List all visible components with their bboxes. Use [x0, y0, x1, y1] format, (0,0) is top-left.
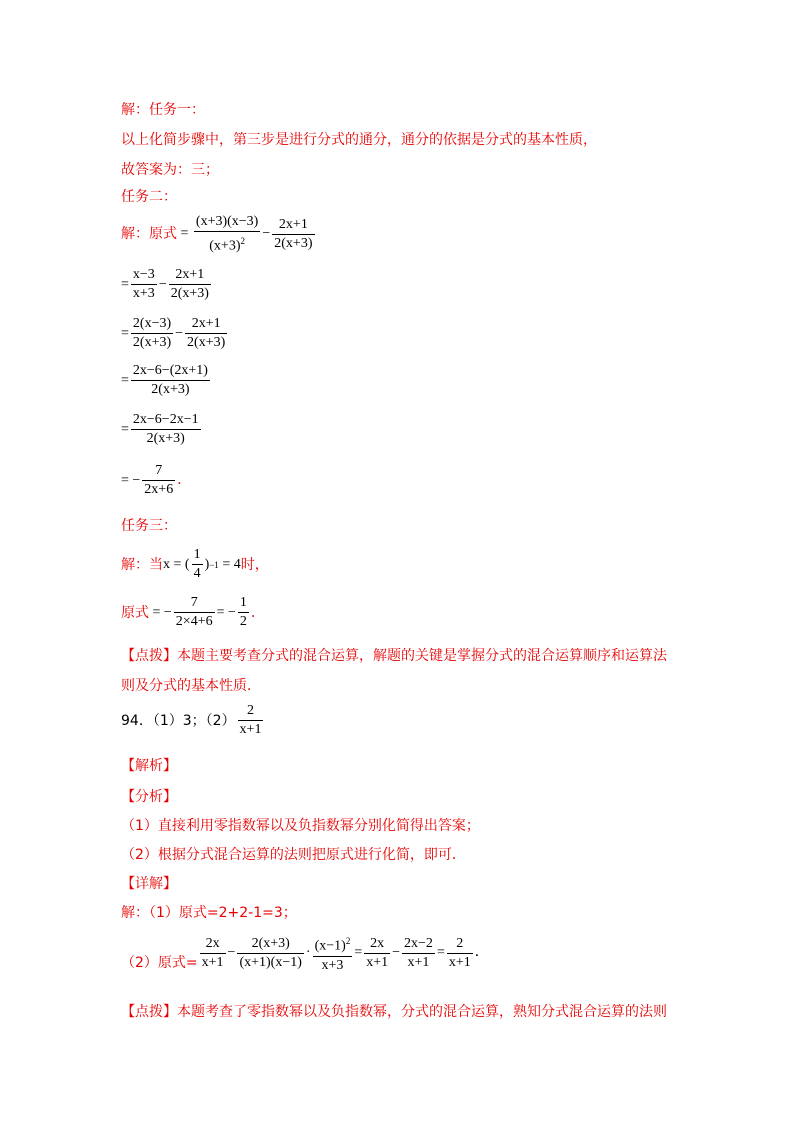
denominator: x+3 — [132, 286, 155, 301]
fraction — [402, 935, 435, 972]
fraction — [131, 315, 173, 352]
numerator: 2x+1 — [272, 216, 314, 235]
task2-heading: 任务二： — [121, 189, 177, 205]
fraction — [272, 216, 314, 253]
fraction — [174, 594, 215, 631]
denominator: 2×4+6 — [175, 614, 213, 629]
fraction — [447, 935, 473, 972]
fraction — [238, 594, 249, 631]
denominator: 2(x+3) — [132, 335, 172, 350]
denominator: 2(x+3) — [151, 382, 190, 397]
fraction — [169, 266, 211, 303]
exponent: −1 — [209, 559, 219, 570]
numerator: 2(x+3) — [237, 935, 303, 954]
denominator: x+1 — [366, 954, 389, 970]
numerator: (x+3)(x−3) — [194, 213, 260, 232]
task2-step-3: = $\frac{2x-6-(2x+1)}{2(x+3)}$ — [121, 363, 208, 397]
denominator: 2(x+3) — [146, 431, 185, 446]
q94-prefix: 94．（1）3；（2） — [121, 712, 236, 729]
denominator: 2(x+3) — [170, 286, 209, 301]
numerator: 1 — [192, 546, 203, 565]
task2-step-0: 解：原式 = $\frac{(x+3)(x-3)}{(x+3)^2}$ − $\frac{2x+1}{2(x+3)}$ — [121, 214, 313, 254]
numerator: 2(x−3) — [131, 315, 173, 334]
denominator: x+1 — [448, 954, 471, 970]
fenxi-label: 【分析】 — [121, 789, 177, 805]
sol2-prefix: （2）原式= — [121, 955, 198, 972]
fraction — [194, 213, 260, 256]
numerator: 2x — [364, 935, 390, 954]
when-prefix: 解：当 — [121, 556, 163, 573]
task1-heading: 解：任务一： — [121, 102, 205, 118]
task2-step-1: = $\frac{x-3}{x+3}$ − $\frac{2x+1}{2(x+3)}$ — [121, 267, 209, 301]
denominator: x+1 — [201, 954, 224, 970]
fraction — [185, 315, 227, 352]
denominator: (x+1)(x−1) — [239, 954, 302, 970]
task3-when-line — [121, 546, 269, 583]
numerator: 2 — [447, 935, 473, 954]
numerator: 1 — [238, 594, 249, 613]
fraction — [238, 702, 264, 739]
fraction — [131, 411, 201, 448]
denominator: (x+3) — [209, 238, 241, 254]
analysis-p2: （2）根据分式混合运算的法则把原式进行化简，即可． — [121, 847, 466, 863]
period: ． — [250, 604, 266, 621]
task2-step-5: = − $\frac{7}{2x+6}$ ． — [121, 463, 192, 497]
task1-answer: 故答案为：三； — [121, 162, 219, 178]
numerator: 2x — [200, 935, 226, 954]
numerator: 2 — [238, 702, 264, 721]
denominator: 2 — [239, 614, 247, 629]
numerator: 2x−6−2x−1 — [131, 411, 201, 430]
task1-explanation: 以上化简步骤中，第三步是进行分式的通分，通分的依据是分式的基本性质， — [121, 132, 597, 148]
denominator: 2(x+3) — [187, 335, 226, 350]
fraction — [131, 362, 210, 399]
numerator: 2x−2 — [402, 935, 435, 954]
numerator: 2x+1 — [185, 315, 227, 334]
fraction — [237, 935, 303, 972]
expr: ) — [204, 556, 210, 572]
analysis-p1: （1）直接利用零指数幂以及负指数幂分别化简得出答案； — [121, 818, 480, 834]
numerator: 7 — [174, 594, 215, 613]
denominator: 4 — [193, 566, 201, 581]
solution-2: （2）原式= $\frac{2x}{x+1}$ − $\frac{2(x+3)}{(x+1)(x-1)}$ · $\frac{(x-1)^2}{x+3}$ = $\frac{2x}{x+1}$ − $\frac{2x-2}{x+1}$ = $\frac{2}{x+1}$ ． — [121, 932, 489, 975]
jiexi-label: 【解析】 — [121, 758, 177, 774]
solution-prefix: 解：原式 — [121, 226, 177, 243]
expr: = 4 — [222, 556, 241, 572]
xiangjie-label: 【详解】 — [121, 876, 177, 892]
q94-answer — [121, 702, 265, 739]
orig-label: 原式 — [121, 604, 149, 621]
denominator: 2x+6 — [144, 482, 174, 497]
denominator: x+3 — [321, 957, 344, 973]
fraction — [364, 935, 390, 972]
expr: x = ( — [163, 556, 190, 572]
denominator: x+1 — [239, 722, 262, 737]
exponent: 2 — [240, 236, 245, 246]
task3-calc-line: 原式 = − $\frac{7}{2\times 4+6}$ = − $\frac{1}{2}$ ． — [121, 595, 266, 629]
fraction — [313, 932, 353, 975]
numerator: (x−1) — [314, 938, 346, 954]
fraction — [200, 935, 226, 972]
period: ． — [177, 472, 192, 488]
task2-step-4: = $\frac{2x-6-2x-1}{2(x+3)}$ — [121, 412, 199, 446]
fraction — [131, 266, 157, 303]
fraction — [142, 462, 175, 499]
tip2-line1: 【点拨】本题考查了零指数幂以及负指数幂，分式的混合运算，熟知分式混合运算的法则 — [121, 1004, 667, 1020]
task3-heading: 任务三： — [121, 518, 177, 534]
tip1-line1: 【点拨】本题主要考查分式的混合运算，解题的关键是掌握分式的混合运算顺序和运算法 — [121, 648, 667, 664]
numerator: 7 — [142, 462, 175, 481]
numerator: 2x−6−(2x+1) — [131, 362, 210, 381]
period: ． — [474, 945, 489, 961]
tip1-line2: 则及分式的基本性质． — [121, 678, 261, 694]
denominator: 2(x+3) — [274, 235, 313, 251]
solution-1: 解：（1）原式=2+2-1=3； — [121, 905, 297, 921]
numerator: x−3 — [131, 266, 157, 285]
numerator: 2x+1 — [169, 266, 211, 285]
when-suffix: 时， — [240, 556, 269, 573]
fraction — [192, 546, 203, 583]
task2-step-2: = $\frac{2(x-3)}{2(x+3)}$ − $\frac{2x+1}{2(x+3)}$ — [121, 316, 226, 350]
denominator: x+1 — [407, 954, 430, 970]
exponent: 2 — [345, 936, 351, 946]
